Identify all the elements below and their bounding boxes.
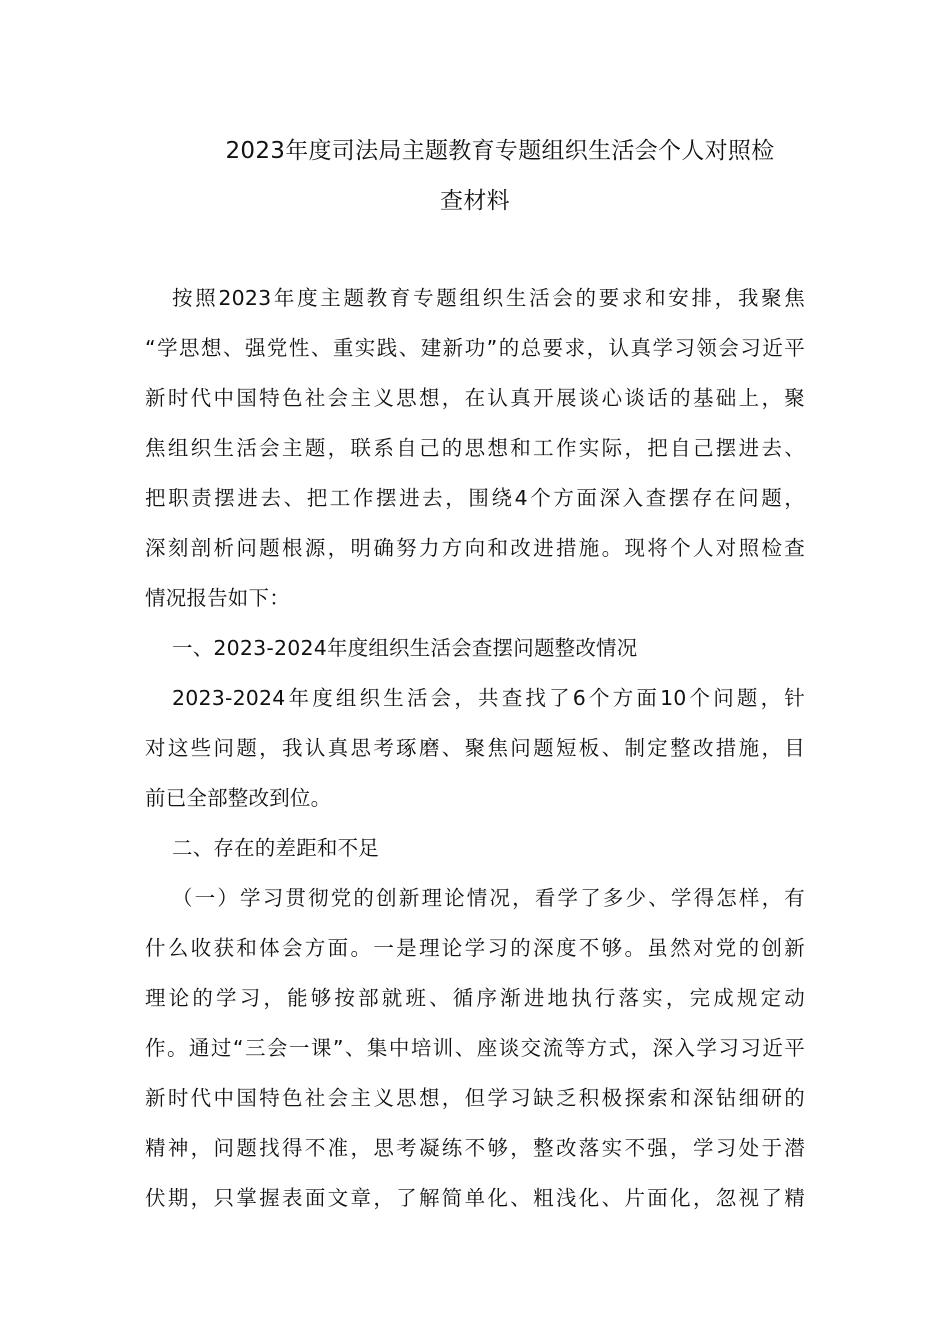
document-title-line-2: 查材料 (440, 188, 510, 214)
document-title-line-1: 2023年度司法局主题教育专题组织生活会个人对照检 (225, 138, 775, 164)
paragraph-line: 作。通过“三会一课”、集中培训、座谈交流等方式，深入学习习近平 (145, 1036, 805, 1060)
paragraph-line: 深刻剖析问题根源，明确努力方向和改进措施。现将个人对照检查 (145, 536, 805, 560)
paragraph-line: 前已全部整改到位。 (145, 786, 332, 810)
paragraph-line: 对这些问题，我认真思考琢磨、聚焦问题短板、制定整改措施，目 (145, 736, 805, 760)
paragraph-line: 伏期，只掌握表面文章，了解简单化、粗浅化、片面化，忽视了精 (145, 1186, 805, 1210)
paragraph-line: 新时代中国特色社会主义思想，但学习缺乏积极探索和深钻细研的 (145, 1086, 805, 1110)
paragraph-line: 按照2023年度主题教育专题组织生活会的要求和安排，我聚焦 (172, 286, 805, 310)
paragraph-line: 2023-2024年度组织生活会，共查找了6个方面10个问题，针 (172, 686, 805, 710)
paragraph-line: 新时代中国特色社会主义思想，在认真开展谈心谈话的基础上，聚 (145, 386, 805, 410)
paragraph-line: 理论的学习，能够按部就班、循序渐进地执行落实，完成规定动 (145, 986, 805, 1010)
paragraph-line: 精神，问题找得不准，思考凝练不够，整改落实不强，学习处于潜 (145, 1136, 805, 1160)
paragraph-line: 把职责摆进去、把工作摆进去，围绕4个方面深入查摆存在问题， (145, 486, 805, 510)
section-heading: 一、2023-2024年度组织生活会查摆问题整改情况 (172, 636, 638, 660)
paragraph-line: 情况报告如下： (145, 586, 290, 610)
paragraph-line: 焦组织生活会主题，联系自己的思想和工作实际，把自己摆进去、 (145, 436, 805, 460)
paragraph-line: “学思想、强党性、重实践、建新功”的总要求，认真学习领会习近平 (145, 336, 805, 360)
section-heading: 二、存在的差距和不足 (172, 836, 379, 860)
paragraph-line: 什么收获和体会方面。一是理论学习的深度不够。虽然对党的创新 (145, 936, 805, 960)
paragraph-line: （一）学习贯彻党的创新理论情况，看学了多少、学得怎样，有 (172, 886, 805, 910)
